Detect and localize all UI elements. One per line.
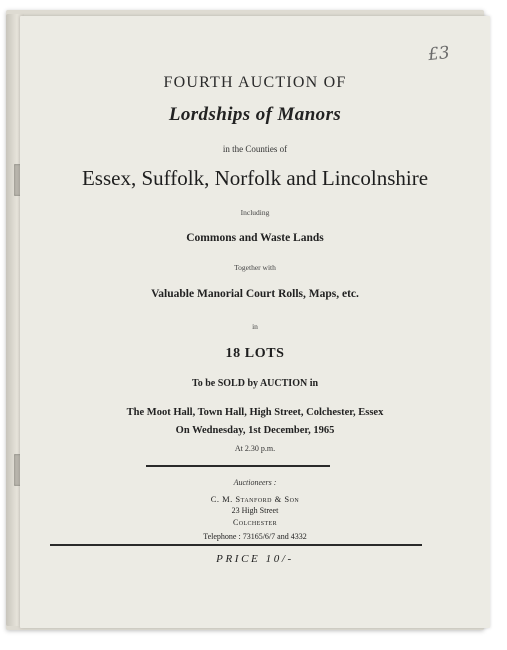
date-line: On Wednesday, 1st December, 1965 <box>175 425 335 436</box>
price-rule <box>50 544 422 546</box>
auctioneer-street: 23 High Street <box>231 506 279 515</box>
commons-line: Commons and Waste Lands <box>186 232 324 244</box>
catalogue-cover <box>20 16 490 628</box>
catalogue-title: Lordships of Manors <box>168 104 342 125</box>
handwritten-price-note: £3 <box>427 42 451 66</box>
counties-intro: in the Counties of <box>222 144 288 154</box>
catalogue-price: PRICE 10/- <box>216 553 294 565</box>
venue-line: The Moot Hall, Town Hall, High Street, Colchester, Essex <box>126 407 384 418</box>
auctioneer-town: Colchester <box>232 518 277 527</box>
auctioneers-label: Auctioneers : <box>233 478 277 487</box>
time-line: At 2.30 p.m. <box>234 444 276 453</box>
together-with-label: Together with <box>234 263 276 272</box>
telephone-line: Telephone : 73165/6/7 and 4332 <box>203 532 307 541</box>
counties-line: Essex, Suffolk, Norfolk and Lincolnshire <box>81 166 429 190</box>
lots-count: 18 LOTS <box>225 346 285 361</box>
including-label: Including <box>240 208 270 217</box>
court-rolls-line: Valuable Manorial Court Rolls, Maps, etc. <box>151 288 359 300</box>
in-label: in <box>252 322 258 331</box>
divider-rule <box>146 465 330 467</box>
auction-heading: FOURTH AUCTION OF <box>163 74 347 91</box>
auctioneer-name: C. M. Stanford & Son <box>210 494 300 504</box>
sale-notice: To be SOLD by AUCTION in <box>191 378 319 389</box>
